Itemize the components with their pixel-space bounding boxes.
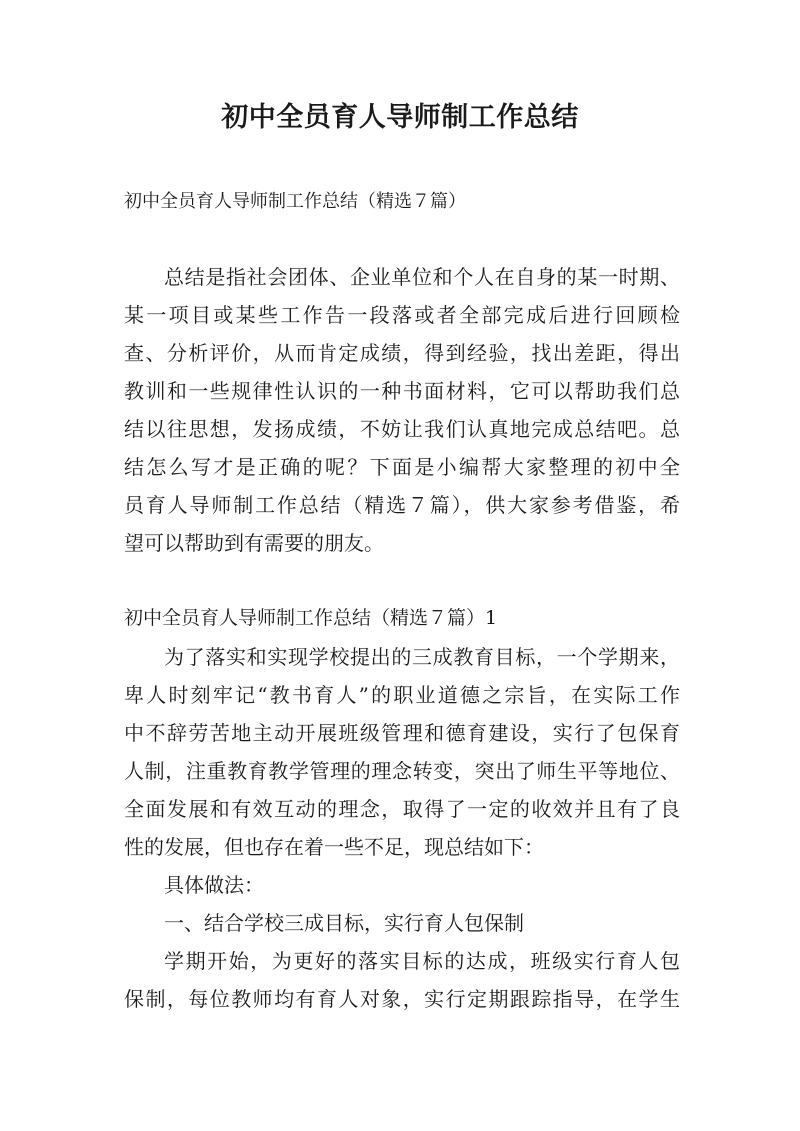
intro-line: 总结是指社会团体、企业单位和个人在自身的某一时期、 xyxy=(164,265,680,289)
intro-line: 某一项目或某些工作告一段落或者全部完成后进行回顾检 xyxy=(124,303,680,327)
point-line: 学期开始，为更好的落实目标的达成，班级实行育人包 xyxy=(164,949,680,973)
section-line: 卑人时刻牢记“教书育人”的职业道德之宗旨，在实际工作 xyxy=(124,683,680,707)
intro-line: 望可以帮助到有需要的朋友。 xyxy=(124,531,384,555)
intro-line: 查、分析评价，从而肯定成绩，得到经验，找出差距，得出 xyxy=(124,341,680,365)
intro-line: 教训和一些规律性认识的一种书面材料，它可以帮助我们总 xyxy=(124,379,680,403)
document-title: 初中全员育人导师制工作总结 xyxy=(221,102,579,133)
section-heading: 初中全员育人导师制工作总结（精选７篇）1 xyxy=(124,607,498,629)
section-line: 性的发展，但也存在着一些不足，现总结如下： xyxy=(124,835,544,859)
method-label: 具体做法： xyxy=(164,873,264,897)
point-heading: 一、结合学校三成目标，实行育人包保制 xyxy=(164,911,524,935)
section-line: 全面发展和有效互动的理念，取得了一定的收效并且有了良 xyxy=(124,797,680,821)
section-line: 为了落实和实现学校提出的三成教育目标，一个学期来， xyxy=(164,645,680,669)
intro-line: 结怎么写才是正确的呢？下面是小编帮大家整理的初中全 xyxy=(124,455,680,479)
section-line: 中不辞劳苦地主动开展班级管理和德育建设，实行了包保育 xyxy=(124,721,680,745)
point-line: 保制，每位教师均有育人对象，实行定期跟踪指导，在学生 xyxy=(124,987,680,1011)
section-line: 人制，注重教育教学管理的理念转变，突出了师生平等地位、 xyxy=(124,759,680,783)
intro-line: 结以往思想，发扬成绩，不妨让我们认真地完成总结吧。总 xyxy=(124,417,680,441)
document-subtitle: 初中全员育人导师制工作总结（精选７篇） xyxy=(124,191,466,212)
intro-line: 员育人导师制工作总结（精选７篇），供大家参考借鉴，希 xyxy=(124,493,680,517)
